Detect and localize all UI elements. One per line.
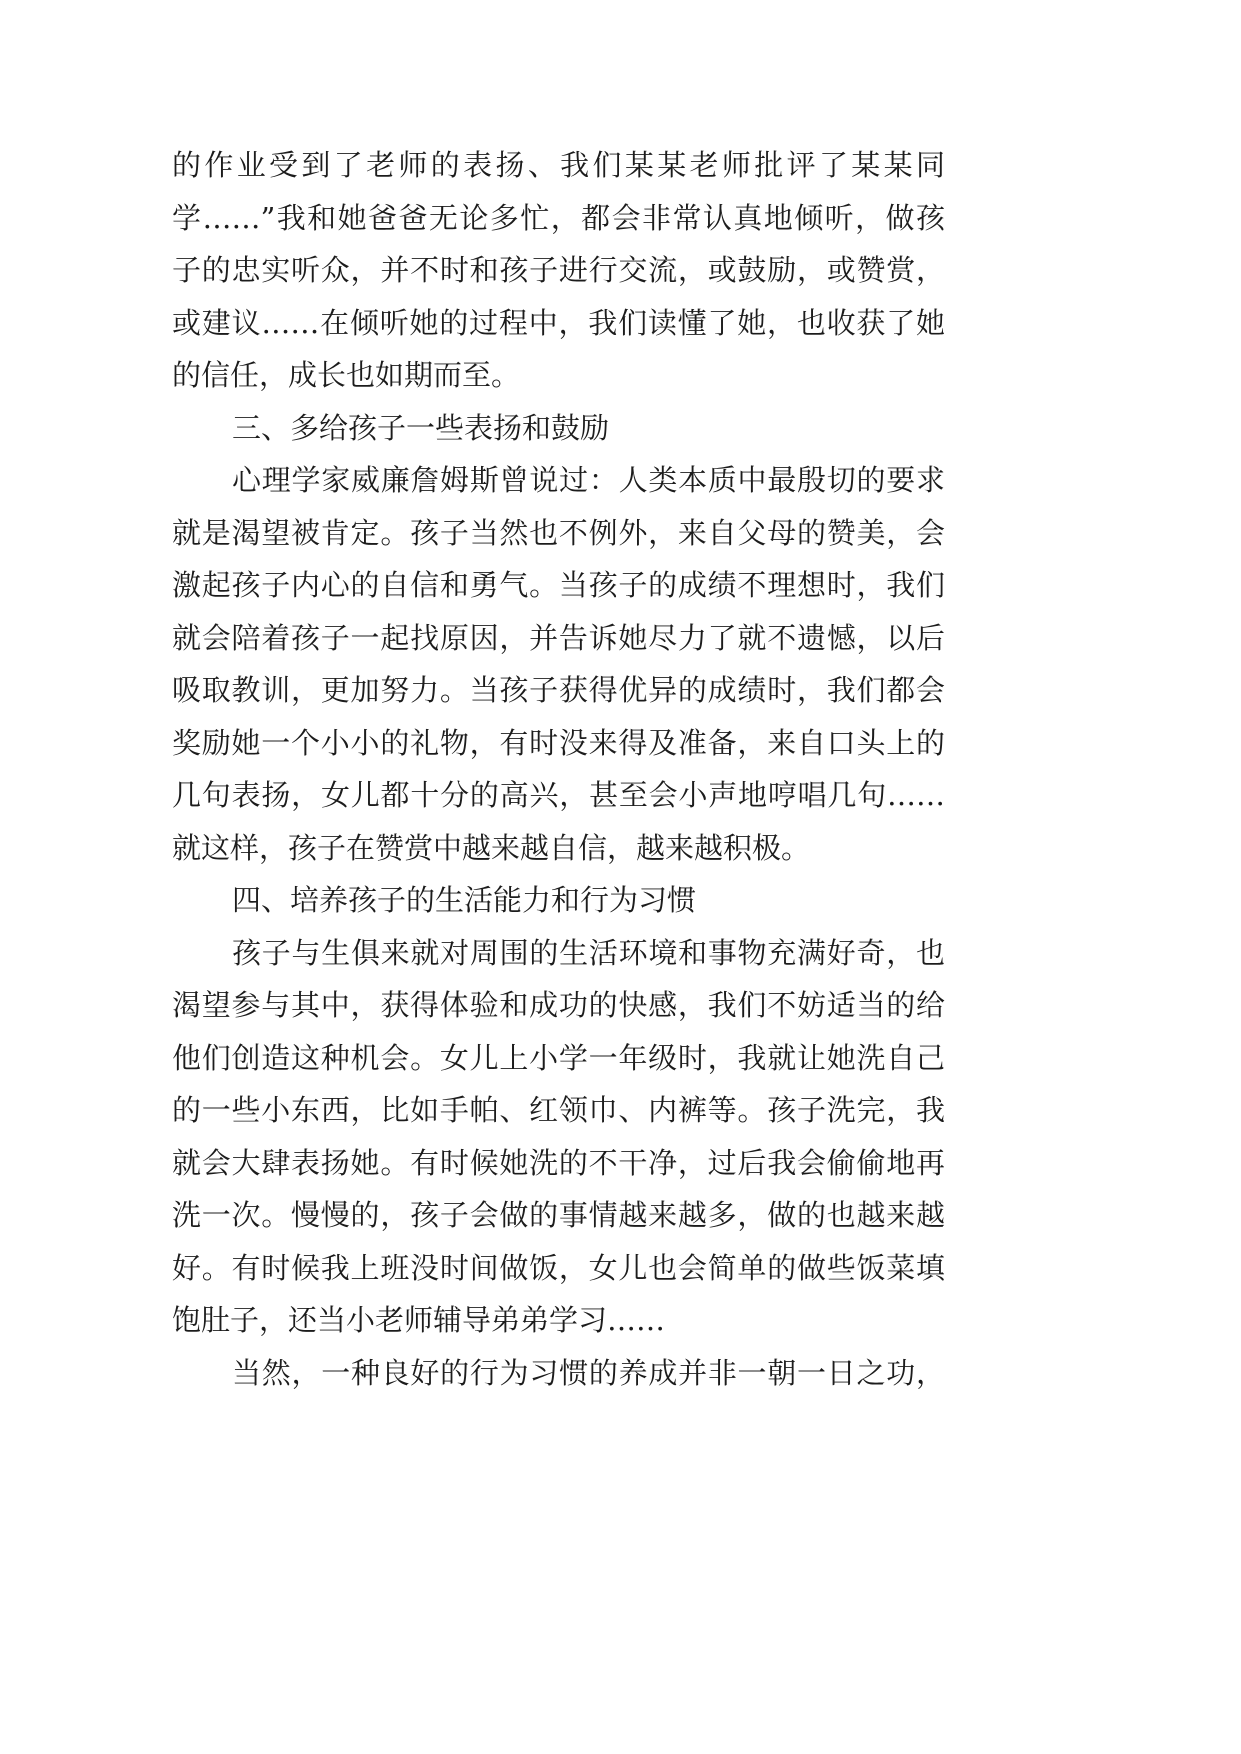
text-line: 渴望参与其中，获得体验和成功的快感，我们不妨适当的给: [172, 988, 945, 1022]
section-heading: [172, 874, 945, 927]
text-line: 当然，一种良好的行为习惯的养成并非一朝一日之功，: [232, 1355, 945, 1390]
text-line: 的作业受到了老师的表扬、我们某某老师批评了某某同: [172, 148, 945, 182]
paragraph-continued: [172, 139, 945, 402]
text-line: 的一些小东西，比如手帕、红领巾、内裤等。孩子洗完，我: [172, 1093, 945, 1127]
section-heading: [172, 402, 945, 455]
paragraph: [172, 927, 945, 1347]
document-body: [172, 139, 945, 1399]
text-line: 就是渴望被肯定。孩子当然也不例外，来自父母的赞美，会: [172, 515, 945, 550]
text-line: 几句表扬，女儿都十分的高兴，甚至会小声地哼唱几句……: [172, 778, 945, 812]
text-line: 就会大肆表扬她。有时候她洗的不干净，过后我会偷偷地再: [172, 1145, 945, 1180]
text-line: 就会陪着孩子一起找原因，并告诉她尽力了就不遗憾，以后: [172, 620, 945, 655]
text-line: 或建议……在倾听她的过程中，我们读懂了她，也收获了她: [172, 305, 945, 340]
text-line: 奖励她一个小小的礼物，有时没来得及准备，来自口头上的: [172, 725, 945, 760]
text-line: 他们创造这种机会。女儿上小学一年级时，我就让她洗自己: [172, 1040, 945, 1075]
text-line: 吸取教训，更加努力。当孩子获得优异的成绩时，我们都会: [172, 673, 945, 707]
text-line: 好。有时候我上班没时间做饭，女儿也会简单的做些饭菜填: [172, 1250, 945, 1285]
text-line: 饱肚子，还当小老师辅导弟弟学习……: [172, 1303, 666, 1337]
paragraph: [172, 1347, 945, 1400]
heading-line: 三、多给孩子一些表扬和鼓励: [232, 410, 610, 445]
text-line: 子的忠实听众，并不时和孩子进行交流，或鼓励，或赞赏，: [172, 253, 945, 287]
paragraph: [172, 454, 945, 874]
text-line: 学……”我和她爸爸无论多忙，都会非常认真地倾听，做孩: [172, 200, 945, 235]
text-line: 激起孩子内心的自信和勇气。当孩子的成绩不理想时，我们: [172, 568, 945, 602]
text-line: 心理学家威廉詹姆斯曾说过：人类本质中最殷切的要求: [232, 463, 945, 497]
heading-line: 四、培养孩子的生活能力和行为习惯: [232, 883, 697, 917]
text-line: 洗一次。慢慢的，孩子会做的事情越来越多，做的也越来越: [172, 1198, 945, 1232]
text-line: 孩子与生俱来就对周围的生活环境和事物充满好奇，也: [232, 935, 945, 970]
text-line: 的信任，成长也如期而至。: [172, 358, 521, 392]
text-line: 就这样，孩子在赞赏中越来越自信，越来越积极。: [172, 830, 811, 865]
